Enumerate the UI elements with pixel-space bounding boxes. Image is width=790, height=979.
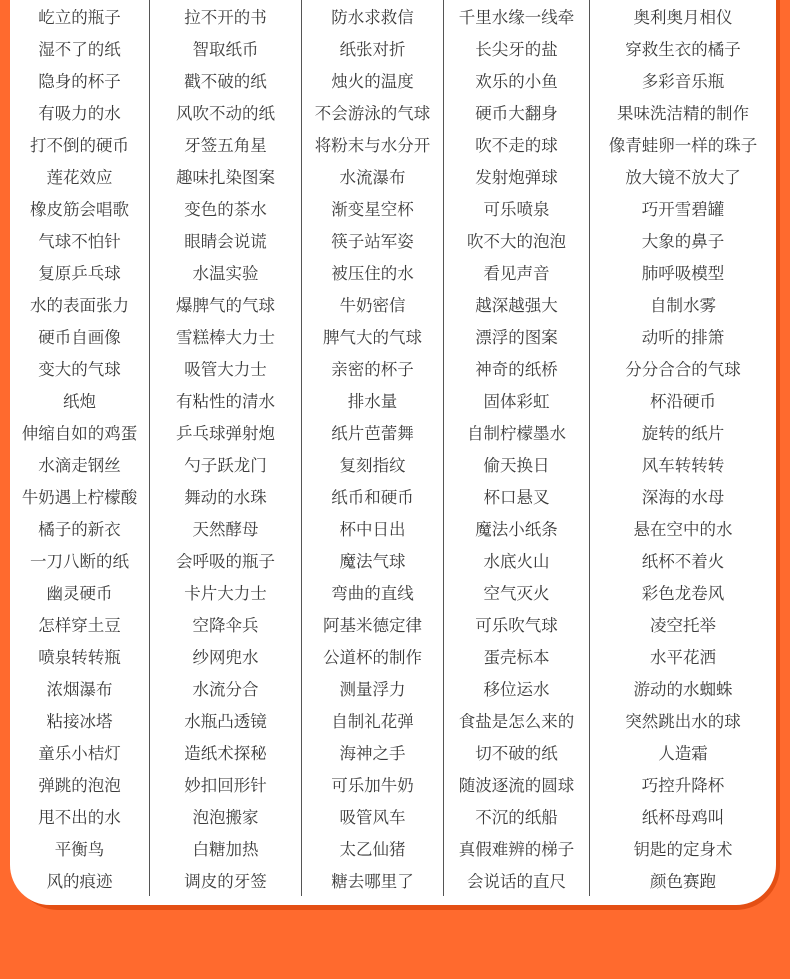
experiment-item: 趣味扎染图案 <box>150 160 302 192</box>
experiment-item: 气球不怕针 <box>10 224 150 256</box>
experiment-item: 可乐吹气球 <box>444 608 590 640</box>
experiment-item: 越深越强大 <box>444 288 590 320</box>
experiment-item: 真假难辨的梯子 <box>444 832 590 864</box>
experiment-item: 天然酵母 <box>150 512 302 544</box>
experiment-item: 果味洗洁精的制作 <box>617 104 749 123</box>
experiment-item: 将粉末与水分开 <box>302 128 444 160</box>
experiment-item: 勺子跃龙门 <box>150 448 302 480</box>
experiment-item: 吸管风车 <box>302 800 444 832</box>
experiment-item: 智取纸币 <box>150 32 302 64</box>
experiment-item: 自制礼花弹 <box>302 704 444 736</box>
experiment-item: 深海的水母 <box>641 488 725 507</box>
experiment-item: 水滴走钢丝 <box>10 448 150 480</box>
experiment-item: 可乐加牛奶 <box>302 768 444 800</box>
experiment-item: 自制柠檬墨水 <box>444 416 590 448</box>
experiment-item: 防水求救信 <box>302 0 444 32</box>
experiment-item: 凌空托举 <box>650 616 716 635</box>
experiment-item: 魔法气球 <box>302 544 444 576</box>
experiment-item: 动听的排箫 <box>641 328 725 347</box>
experiment-item: 自制水雾 <box>650 296 716 315</box>
experiment-item: 卡片大力士 <box>150 576 302 608</box>
experiment-item: 纸杯不着火 <box>641 552 725 571</box>
experiment-item: 纱网兜水 <box>150 640 302 672</box>
experiment-item: 彩色龙卷风 <box>641 584 725 603</box>
experiment-item: 阿基米德定律 <box>302 608 444 640</box>
experiment-item: 硬币大翻身 <box>444 96 590 128</box>
experiment-item: 吸管大力士 <box>150 352 302 384</box>
experiment-item: 看见声音 <box>444 256 590 288</box>
experiment-item: 肺呼吸模型 <box>641 264 725 283</box>
experiment-item: 水底火山 <box>444 544 590 576</box>
experiment-item: 屹立的瓶子 <box>10 0 150 32</box>
experiment-item: 亲密的杯子 <box>302 352 444 384</box>
experiment-item: 杯口悬叉 <box>444 480 590 512</box>
experiment-item: 吹不走的球 <box>444 128 590 160</box>
experiment-item: 欢乐的小鱼 <box>444 64 590 96</box>
experiment-item: 风的痕迹 <box>10 864 150 896</box>
experiment-item: 白糖加热 <box>150 832 302 864</box>
experiment-item: 橘子的新衣 <box>10 512 150 544</box>
experiment-item: 魔法小纸条 <box>444 512 590 544</box>
experiment-item: 变大的气球 <box>10 352 150 384</box>
experiment-item: 水瓶凸透镜 <box>150 704 302 736</box>
experiment-item: 切不破的纸 <box>444 736 590 768</box>
experiment-item: 排水量 <box>302 384 444 416</box>
experiment-item: 喷泉转转瓶 <box>10 640 150 672</box>
experiment-item: 童乐小桔灯 <box>10 736 150 768</box>
experiment-item: 发射炮弹球 <box>444 160 590 192</box>
experiment-item: 弹跳的泡泡 <box>10 768 150 800</box>
experiment-item: 大象的鼻子 <box>641 232 725 251</box>
experiment-item: 糖去哪里了 <box>302 864 444 896</box>
experiment-item: 雪糕棒大力士 <box>150 320 302 352</box>
experiment-item: 太乙仙猪 <box>302 832 444 864</box>
experiment-item: 固体彩虹 <box>444 384 590 416</box>
experiment-item: 牛奶密信 <box>302 288 444 320</box>
experiment-item: 乒乓球弹射炮 <box>150 416 302 448</box>
experiment-item: 打不倒的硬币 <box>10 128 150 160</box>
experiment-item: 巧控升降杯 <box>641 776 725 795</box>
experiment-item: 不会游泳的气球 <box>302 96 444 128</box>
experiment-item: 漂浮的图案 <box>444 320 590 352</box>
experiment-item: 复刻指纹 <box>302 448 444 480</box>
experiment-item: 纸杯母鸡叫 <box>641 808 725 827</box>
experiment-item: 筷子站军姿 <box>302 224 444 256</box>
experiment-item: 人造霜 <box>658 744 708 763</box>
experiment-item: 游动的水蜘蛛 <box>633 680 733 699</box>
experiment-item: 拉不开的书 <box>150 0 302 32</box>
experiment-item: 随波逐流的圆球 <box>444 768 590 800</box>
experiment-item: 放大镜不放大了 <box>625 168 741 187</box>
experiment-item: 复原乒乓球 <box>10 256 150 288</box>
experiment-item: 怎样穿土豆 <box>10 608 150 640</box>
experiment-item: 妙扣回形针 <box>150 768 302 800</box>
experiment-item: 食盐是怎么来的 <box>444 704 590 736</box>
experiment-item: 粘接冰塔 <box>10 704 150 736</box>
experiment-item: 悬在空中的水 <box>633 520 733 539</box>
experiment-item: 硬币自画像 <box>10 320 150 352</box>
experiment-item: 神奇的纸桥 <box>444 352 590 384</box>
experiment-item: 纸片芭蕾舞 <box>302 416 444 448</box>
experiment-item: 橡皮筋会唱歌 <box>10 192 150 224</box>
experiment-item: 脾气大的气球 <box>302 320 444 352</box>
experiment-item: 莲花效应 <box>10 160 150 192</box>
experiment-item: 移位运水 <box>444 672 590 704</box>
experiment-item: 旋转的纸片 <box>641 424 725 443</box>
experiment-item: 突然跳出水的球 <box>625 712 741 731</box>
experiment-item: 海神之手 <box>302 736 444 768</box>
experiment-item: 隐身的杯子 <box>10 64 150 96</box>
experiment-item: 纸张对折 <box>302 32 444 64</box>
experiment-grid <box>10 0 776 891</box>
experiment-item: 水流分合 <box>150 672 302 704</box>
experiment-item: 牙签五角星 <box>150 128 302 160</box>
experiment-item: 空气灭火 <box>444 576 590 608</box>
experiment-item: 水的表面张力 <box>10 288 150 320</box>
experiment-item: 可乐喷泉 <box>444 192 590 224</box>
experiment-item: 有粘性的清水 <box>150 384 302 416</box>
experiment-item: 平衡鸟 <box>10 832 150 864</box>
experiment-item: 水温实验 <box>150 256 302 288</box>
experiment-item: 风车转转转 <box>641 456 725 475</box>
experiment-item: 甩不出的水 <box>10 800 150 832</box>
experiment-item: 风吹不动的纸 <box>150 96 302 128</box>
experiment-item: 幽灵硬币 <box>10 576 150 608</box>
experiment-item: 不沉的纸船 <box>444 800 590 832</box>
experiment-item: 会说话的直尺 <box>444 864 590 896</box>
experiment-item: 吹不大的泡泡 <box>444 224 590 256</box>
experiment-item: 钥匙的定身术 <box>633 840 733 859</box>
experiment-item: 渐变星空杯 <box>302 192 444 224</box>
experiment-item: 伸缩自如的鸡蛋 <box>10 416 150 448</box>
experiment-item: 被压住的水 <box>302 256 444 288</box>
experiment-item: 巧开雪碧罐 <box>641 200 725 219</box>
experiment-item: 水平花洒 <box>650 648 716 667</box>
experiment-item: 烛火的温度 <box>302 64 444 96</box>
experiment-item: 泡泡搬家 <box>150 800 302 832</box>
experiment-item: 蛋壳标本 <box>444 640 590 672</box>
experiment-item: 会呼吸的瓶子 <box>150 544 302 576</box>
experiment-item: 杯沿硬币 <box>650 392 716 411</box>
experiment-item: 偷天换日 <box>444 448 590 480</box>
experiment-item: 水流瀑布 <box>302 160 444 192</box>
experiment-item: 牛奶遇上柠檬酸 <box>10 480 150 512</box>
experiment-item: 有吸力的水 <box>10 96 150 128</box>
experiment-item: 眼睛会说谎 <box>150 224 302 256</box>
experiment-item: 纸炮 <box>10 384 150 416</box>
experiment-item: 测量浮力 <box>302 672 444 704</box>
experiment-item: 弯曲的直线 <box>302 576 444 608</box>
experiment-item: 空降伞兵 <box>150 608 302 640</box>
experiment-item: 颜色赛跑 <box>650 872 716 891</box>
experiment-item: 造纸术探秘 <box>150 736 302 768</box>
experiment-item: 湿不了的纸 <box>10 32 150 64</box>
experiment-item: 公道杯的制作 <box>302 640 444 672</box>
experiment-item: 一刀八断的纸 <box>10 544 150 576</box>
experiment-item: 爆脾气的气球 <box>150 288 302 320</box>
experiment-item: 调皮的牙签 <box>150 864 302 896</box>
experiment-item: 奥利奥月相仪 <box>633 8 733 27</box>
experiment-item: 分分合合的气球 <box>625 360 741 379</box>
experiment-item: 变色的茶水 <box>150 192 302 224</box>
experiment-item: 舞动的水珠 <box>150 480 302 512</box>
experiment-item: 多彩音乐瓶 <box>641 72 725 91</box>
experiment-item: 杯中日出 <box>302 512 444 544</box>
experiment-item: 穿救生衣的橘子 <box>625 40 741 59</box>
experiment-item: 纸币和硬币 <box>302 480 444 512</box>
experiment-list-card <box>10 0 776 905</box>
experiment-item: 浓烟瀑布 <box>10 672 150 704</box>
experiment-item: 千里水缘一线牵 <box>444 0 590 32</box>
experiment-item: 长尖牙的盐 <box>444 32 590 64</box>
experiment-item: 戳不破的纸 <box>150 64 302 96</box>
experiment-item: 像青蛙卵一样的珠子 <box>608 136 758 155</box>
